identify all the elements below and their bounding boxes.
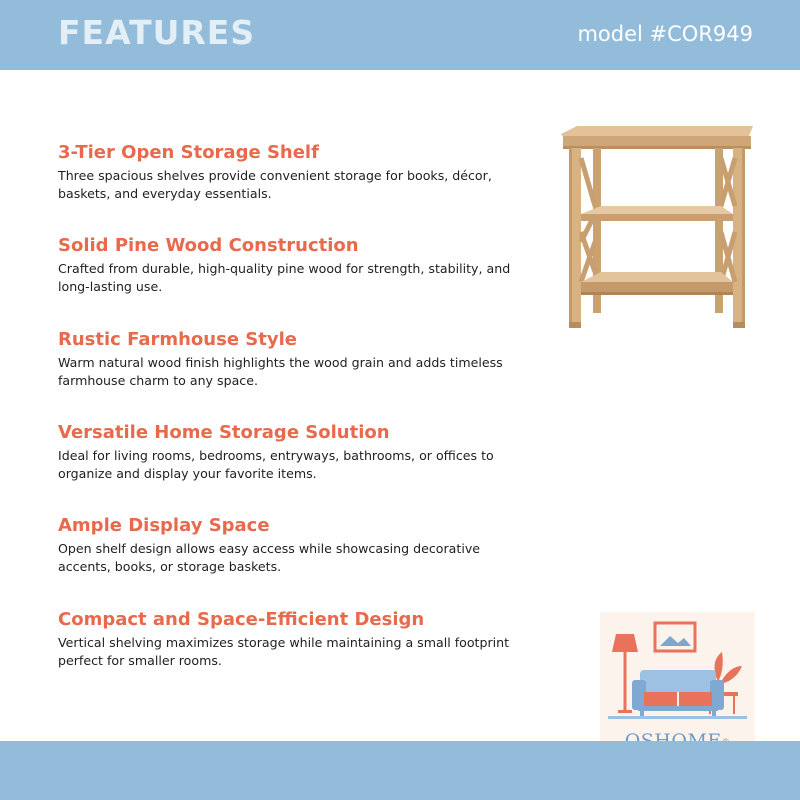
feature-title: Versatile Home Storage Solution xyxy=(58,422,390,443)
feature-item xyxy=(58,328,528,390)
feature-title: Ample Display Space xyxy=(58,515,270,536)
footer-banner xyxy=(0,741,800,800)
header-banner xyxy=(0,0,800,70)
feature-title: 3-Tier Open Storage Shelf xyxy=(58,142,319,163)
page-title: FEATURES xyxy=(58,13,256,52)
feature-description: Three spacious shelves provide convenient storage for books, décor, baskets, and everyday essentials. xyxy=(58,168,492,201)
feature-description: Warm natural wood finish highlights the wood grain and adds timeless farmhouse charm to any space. xyxy=(58,355,503,388)
model-number: model #COR949 xyxy=(577,22,753,46)
feature-item xyxy=(58,608,528,670)
feature-title: Solid Pine Wood Construction xyxy=(58,235,359,256)
feature-description: Open shelf design allows easy access while showcasing decorative accents, books, or storage baskets. xyxy=(58,541,481,574)
feature-item xyxy=(58,421,528,483)
feature-description: Vertical shelving maximizes storage while maintaining a small footprint perfect for smaller rooms. xyxy=(58,635,510,668)
feature-item xyxy=(58,141,528,203)
feature-item xyxy=(58,514,528,576)
bookshelf-image xyxy=(555,122,765,352)
feature-description: Crafted from durable, high-quality pine wood for strength, stability, and long-lasting use. xyxy=(58,261,511,294)
feature-title: Rustic Farmhouse Style xyxy=(58,329,297,350)
feature-item xyxy=(58,234,528,296)
feature-description: Ideal for living rooms, bedrooms, entryways, bathrooms, or offices to organize and display your favorite items. xyxy=(58,448,494,481)
living-room-sofa-icon xyxy=(600,612,755,730)
feature-title: Compact and Space-Efficient Design xyxy=(58,609,425,630)
